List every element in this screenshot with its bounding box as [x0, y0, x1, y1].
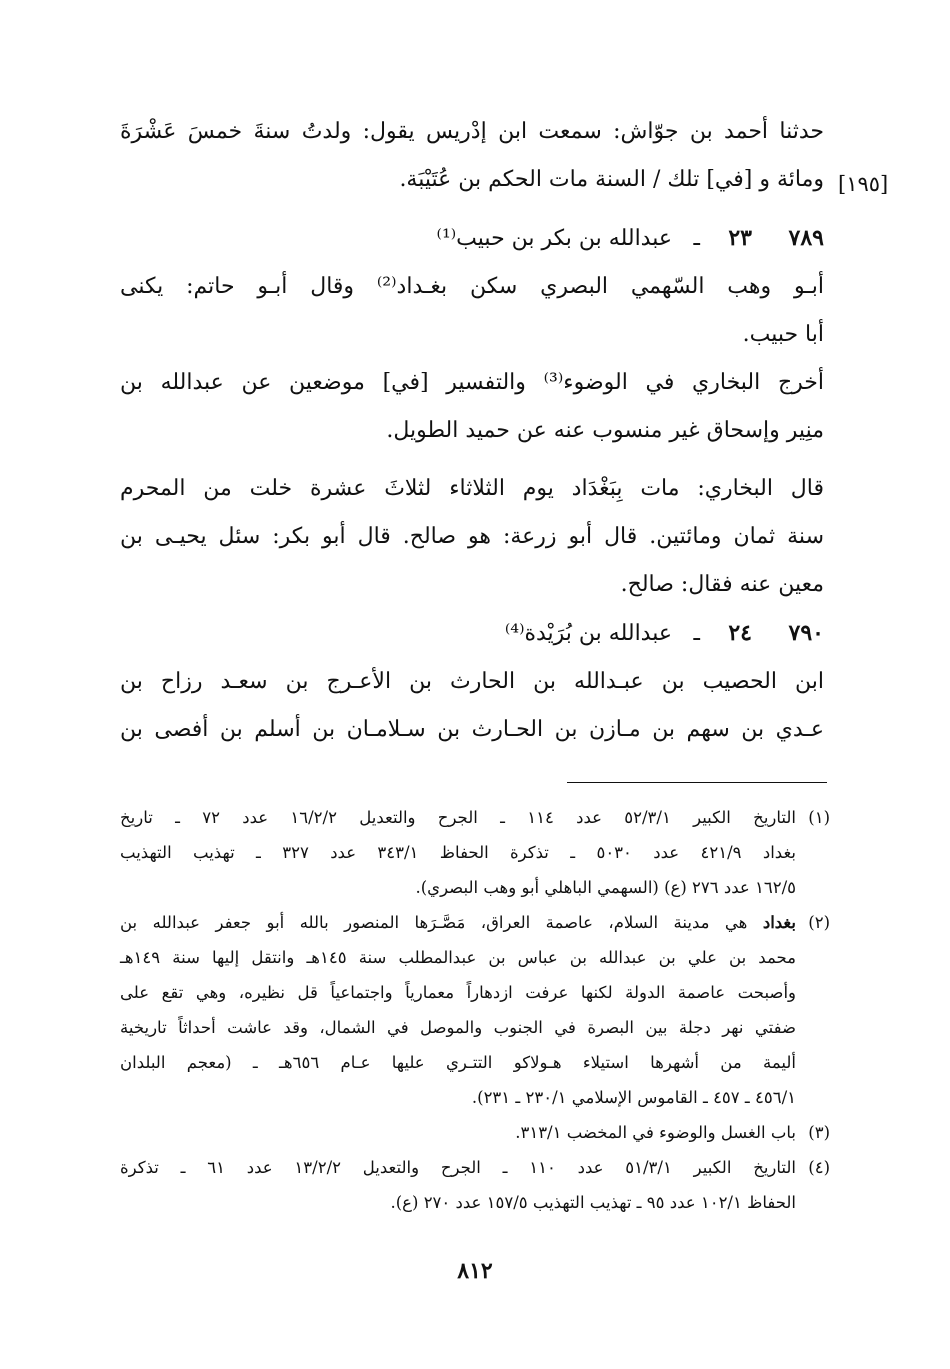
footnote-line: وأصبحت عاصمة الدولة لكنها عرفت ازدهاراً معمارياً واجتماعياً قل نظيره، وهي تقع على: [120, 983, 796, 1002]
footnotes: [120, 800, 830, 1220]
footnote-headword: بغداد: [762, 913, 796, 932]
footnote-line: باب الغسل والوضوء في المخضب ٣١٣/١.: [515, 1123, 796, 1142]
footnote-line: التاريخ الكبير ٥٢/٣/١ عدد ١١٤ ـ الجرح والتعديل ١٦/٢/٢ عدد ٧٢ ـ تاريخ: [120, 808, 796, 827]
footnote-number: (١): [808, 808, 830, 827]
main-text: [120, 108, 824, 754]
footnote-3: [120, 1115, 830, 1150]
entry-789-global-number: ٧٨٩: [788, 225, 824, 251]
entry-789-para1-line-1: أبـو وهب السّهمي البصري سكن بغـداد⁽²⁾ وقال أبـو حاتم: يكنى: [120, 274, 824, 299]
entry-790-global-number: ٧٩٠: [788, 620, 824, 646]
footnote-line: ضفتي نهر دجلة بين البصرة في الجنوب والموصل في الشمال، وقد عاشت أحداثاً تاريخية: [120, 1018, 796, 1037]
footnote-number: (٣): [808, 1123, 830, 1142]
footnote-line: بغداد ٤٢١/٩ عدد ٥٠٣٠ ـ تذكرة الحفاظ ٣٤٣/١ عدد ٣٢٧ ـ تهذيب التهذيب: [120, 843, 797, 862]
intro-line-2: ومائة و [في] تلك / السنة مات الحكم بن عُتَيْبَة.: [399, 167, 824, 192]
footnote-line: التاريخ الكبير ٥١/٣/١ عدد ١١٠ ـ الجرح والتعديل ١٣/٢/٢ عدد ٦١ ـ تذكرة: [120, 1158, 797, 1177]
entry-789-para3-line-2: سنة ثمان ومائتين. قال أبو زرعة: هو صالح. قال أبو بكر: سئل يحيـى بن: [120, 524, 824, 549]
footnote-line: ١٦٢/٥ عدد ٢٧٦ (ع) (السهمي الباهلي أبو وهب البصري).: [415, 878, 796, 897]
footnote-4: [120, 1150, 830, 1220]
footnote-number: (٢): [808, 913, 830, 932]
entry-789-heading: [120, 214, 824, 263]
entry-789-para3-line-1: قال البخاري: مات بِبَغْدَاد يوم الثلاثاء لثلاثَ عشرة خلت من المحرم: [120, 476, 824, 501]
footnote-line: [120, 905, 796, 940]
footnote-line: محمد بن علي بن عبدالله بن عباس بن عبدالمطلب سنة ١٤٥هـ وانتقل إليها سنة ١٤٩هـ: [120, 948, 796, 967]
footnote-separator: [567, 782, 827, 783]
footnote-line: أليمة من أشهرها استيلاء هـولاكو التتـري عليها عـام ٦٥٦هـ ـ (معجم البلدان: [120, 1053, 796, 1072]
entry-790-para1-line-1: ابن الحصيب بن عبـدالله بن الحارث بن الأعـرج بن سعـد رزاح بن: [120, 669, 824, 694]
page-number: ٨١٢: [457, 1258, 493, 1284]
entry-790-dash: ـ: [693, 621, 700, 646]
footnote-2: [120, 905, 830, 1115]
entry-790-local-number: ٢٤: [728, 620, 752, 646]
entry-789-para2-line-2: منِير وإسحاق غير منسوب عنه عن حميد الطويل.: [386, 418, 824, 443]
footnote-line: الحفاظ ١٠٢/١ عدد ٩٥ ـ تهذيب التهذيب ١٥٧/٥ عدد ٢٧٠ (ع).: [390, 1193, 796, 1212]
entry-789-name: عبدالله بن بكر بن حبيب⁽¹⁾: [436, 226, 672, 251]
entry-789-local-number: ٢٣: [728, 225, 752, 251]
intro-line-1: حدثنا أحمد بن جوّاش: سمعت ابن إدْريس يقول: ولدتُ سنةَ خمسَ عَشْرَةَ: [120, 119, 824, 144]
entry-790-heading: [120, 609, 824, 658]
entry-789-para2-line-1: أخرج البخاري في الوضوء⁽³⁾ والتفسير [في] موضعين عن عبدالله بن: [120, 370, 824, 395]
entry-789-para3-line-3: معين عنه فقال: صالح.: [620, 572, 824, 597]
footnote-line-text: هي مدينة السلام، عاصمة العراق، مَصَّـرَها المنصور بالله أبو جعفر عبدالله بن: [120, 913, 763, 932]
footnote-number: (٤): [808, 1158, 830, 1177]
footnote-1: [120, 800, 830, 905]
entry-790-name: عبدالله بن بُرَيْدة⁽⁴⁾: [504, 621, 672, 646]
entry-789-dash: ـ: [693, 226, 700, 251]
footnote-line: ٤٥٦/١ ـ ٤٥٧ ـ القاموس الإسلامي ٢٣٠/١ ـ ٢٣١).: [471, 1088, 796, 1107]
margin-page-reference: [١٩٥]: [838, 172, 889, 196]
entry-789-para1-line-2: أبا حبيب.: [742, 322, 824, 347]
entry-790-para1-line-2: عـدي بن سهم بن مـازن بن الحـارث بن سـلامـان بن أسلم بن أفصى بن: [120, 717, 824, 742]
